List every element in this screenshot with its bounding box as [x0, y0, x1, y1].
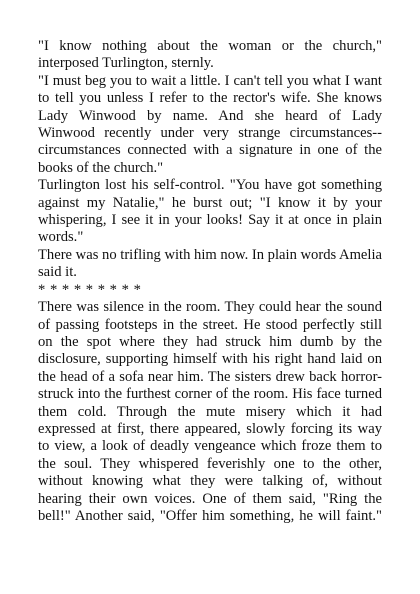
document-page: [38, 38, 382, 525]
paragraph-amelia-said-it: There was no trifling with him now. In plain words Amelia said it.: [38, 246, 382, 281]
paragraph-turlington-interposes: "I know nothing about the woman or the church," interposed Turlington, sternly.: [38, 38, 382, 72]
paragraph-turlington-outburst: Turlington lost his self-control. "You have got something against my Natalie," he burst out; "I know it by your whispering, I see it in your looks! Say it at once in plain words.": [38, 177, 382, 246]
section-break: * * * * * * * * *: [38, 281, 142, 298]
paragraph-rectors-wife: "I must beg you to wait a little. I can't tell you what I want to tell you unless I refer to the rector's wife. She knows Lady Winwood by name. And she heard of Lady Winwood recently under very strange circumstances--circumstances connected with a signature in one of the books of the church.": [38, 72, 382, 176]
paragraph-silence-in-room: There was silence in the room. They could hear the sound of passing footsteps in the street. He stood perfectly still on the spot where they had struck him dumb by the disclosure, supporting himself with his right hand laid on the head of a sofa near him. The sisters drew back horror-struck into the furthest corner of the room. His face turned them cold. Through the mute misery which it had expressed at first, there appeared, slowly forcing its way to view, a look of deadly vengeance which froze them to the soul. They whispered feverishly one to the other, without knowing what they were talking of, without hearing their own voices. One of them said, "Ring the bell!" Another said, "Offer him something, he will faint.": [38, 299, 382, 524]
